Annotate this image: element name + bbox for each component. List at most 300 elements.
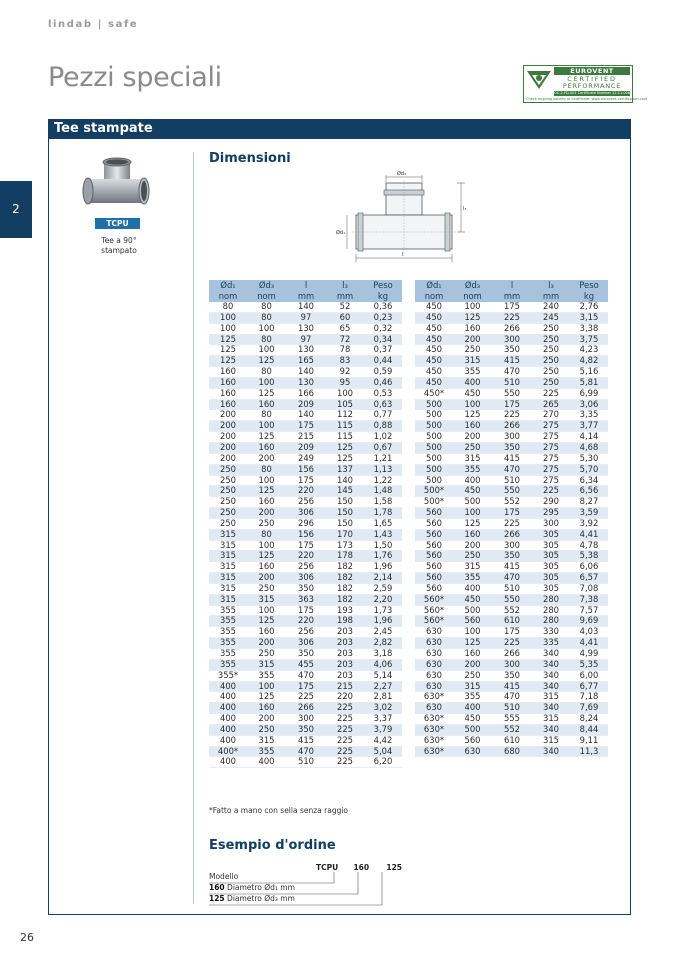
table-row xyxy=(209,746,402,757)
table-cell: 256 xyxy=(286,627,326,638)
order-model-row xyxy=(209,872,238,882)
table-cell: 552 xyxy=(492,497,532,508)
table-cell: 305 xyxy=(532,529,570,540)
table-cell: 4,23 xyxy=(570,345,608,356)
table-cell: 2,81 xyxy=(364,692,402,703)
table-cell: 200 xyxy=(247,638,286,649)
table-cell: 4,03 xyxy=(570,627,608,638)
table-cell: 5,14 xyxy=(364,670,402,681)
table-row xyxy=(209,432,402,443)
table-row xyxy=(209,714,402,725)
table-cell: 0,32 xyxy=(364,323,402,334)
order-code-model: TCPU xyxy=(316,863,339,872)
table-cell: 470 xyxy=(492,692,532,703)
dimensions-table-left xyxy=(209,280,402,768)
table-cell: 450 xyxy=(415,302,453,312)
order-example-title: Esempio d'ordine xyxy=(209,838,336,853)
table-cell: 355 xyxy=(209,616,247,627)
table-cell: 160 xyxy=(247,703,286,714)
col-header-od3: Ød₃ xyxy=(247,280,286,291)
table-cell: 266 xyxy=(286,703,326,714)
table-cell: 6,06 xyxy=(570,562,608,573)
table-cell: 115 xyxy=(326,421,364,432)
table-cell: 3,59 xyxy=(570,508,608,519)
table-cell: 9,69 xyxy=(570,616,608,627)
table-cell: 510 xyxy=(286,757,326,768)
table-cell: 305 xyxy=(532,562,570,573)
table-cell: 1,02 xyxy=(364,432,402,443)
table-cell: 1,76 xyxy=(364,551,402,562)
table-cell: 175 xyxy=(286,421,326,432)
table-cell: 100 xyxy=(247,540,286,551)
table-row xyxy=(415,670,608,681)
table-cell: 95 xyxy=(326,377,364,388)
table-cell: 83 xyxy=(326,356,364,367)
table-row xyxy=(415,334,608,345)
table-cell: 6,20 xyxy=(364,757,402,768)
table-cell: 225 xyxy=(532,388,570,399)
table-cell: 400 xyxy=(209,692,247,703)
table-cell: 220 xyxy=(286,551,326,562)
table-row xyxy=(209,605,402,616)
table-cell: 500 xyxy=(415,442,453,453)
table-cell: 355* xyxy=(209,670,247,681)
table-cell: 200 xyxy=(453,432,492,443)
table-row xyxy=(209,703,402,714)
table-cell: 0,37 xyxy=(364,345,402,356)
table-cell: 9,11 xyxy=(570,735,608,746)
table-cell: 250 xyxy=(453,670,492,681)
table-row xyxy=(415,692,608,703)
table-cell: 7,38 xyxy=(570,594,608,605)
table-cell: 315 xyxy=(209,573,247,584)
table-cell: 340 xyxy=(532,670,570,681)
table-cell: 4,78 xyxy=(570,540,608,551)
table-row xyxy=(415,497,608,508)
table-cell: 450 xyxy=(415,356,453,367)
table-row xyxy=(415,551,608,562)
order-d3-row xyxy=(209,894,295,904)
table-cell: 5,16 xyxy=(570,367,608,378)
table-row xyxy=(209,334,402,345)
table-cell: 350 xyxy=(492,345,532,356)
table-cell: 630 xyxy=(415,649,453,660)
table-cell: 72 xyxy=(326,334,364,345)
table-cell: 4,41 xyxy=(570,638,608,649)
table-cell: 250 xyxy=(247,649,286,660)
table-cell: 1,50 xyxy=(364,540,402,551)
table-cell: 100 xyxy=(453,302,492,312)
table-cell: 2,59 xyxy=(364,583,402,594)
table-cell: 4,99 xyxy=(570,649,608,660)
table-cell: 630 xyxy=(415,659,453,670)
table-cell: 500 xyxy=(415,421,453,432)
page-number: 26 xyxy=(20,931,34,944)
table-cell: 340 xyxy=(532,659,570,670)
table-cell: 250 xyxy=(532,323,570,334)
table-row xyxy=(209,442,402,453)
table-row xyxy=(209,670,402,681)
table-cell: 350 xyxy=(492,670,532,681)
table-cell: 4,82 xyxy=(570,356,608,367)
table-cell: 125 xyxy=(453,518,492,529)
unit-od1: nom xyxy=(415,291,453,302)
table-row xyxy=(415,649,608,660)
table-cell: 160 xyxy=(209,399,247,410)
table-row xyxy=(209,638,402,649)
table-cell: 470 xyxy=(286,746,326,757)
table-cell: 80 xyxy=(209,302,247,312)
table-cell: 560* xyxy=(415,605,453,616)
table-cell: 165 xyxy=(286,356,326,367)
table-cell: 203 xyxy=(326,659,364,670)
order-d1-label: Diametro Ød₁ mm xyxy=(227,883,295,892)
table-cell: 200 xyxy=(209,410,247,421)
table-row xyxy=(415,302,608,312)
table-row xyxy=(415,714,608,725)
table-cell: 450 xyxy=(415,312,453,323)
table-cell: 209 xyxy=(286,442,326,453)
table-cell: 266 xyxy=(492,529,532,540)
table-cell: 400 xyxy=(453,377,492,388)
table-cell: 200 xyxy=(247,714,286,725)
table-cell: 130 xyxy=(286,323,326,334)
table-cell: 178 xyxy=(326,551,364,562)
table-cell: 300 xyxy=(492,334,532,345)
table-cell: 510 xyxy=(492,703,532,714)
cert-line-1: EUROVENT xyxy=(554,67,630,75)
order-code-d3: 125 xyxy=(386,863,403,872)
table-row xyxy=(415,724,608,735)
diagram-label-od1: Ød₁ xyxy=(336,230,346,236)
table-row xyxy=(209,453,402,464)
table-cell: 175 xyxy=(492,508,532,519)
table-cell: 215 xyxy=(286,432,326,443)
table-cell: 340 xyxy=(532,649,570,660)
table-cell: 250 xyxy=(532,377,570,388)
table-cell: 125 xyxy=(247,692,286,703)
table-cell: 0,63 xyxy=(364,399,402,410)
table-cell: 130 xyxy=(286,345,326,356)
table-cell: 350 xyxy=(492,551,532,562)
table-cell: 160 xyxy=(453,421,492,432)
table-cell: 125 xyxy=(326,442,364,453)
table-cell: 1,96 xyxy=(364,562,402,573)
table-cell: 225 xyxy=(492,410,532,421)
table-cell: 3,92 xyxy=(570,518,608,529)
table-cell: 220 xyxy=(326,692,364,703)
table-cell: 510 xyxy=(492,583,532,594)
table-row xyxy=(209,475,402,486)
table-cell: 560* xyxy=(415,594,453,605)
table-cell: 550 xyxy=(492,594,532,605)
table-cell: 182 xyxy=(326,562,364,573)
table-header-row xyxy=(209,280,402,291)
table-cell: 250 xyxy=(532,367,570,378)
table-cell: 266 xyxy=(492,649,532,660)
table-cell: 100 xyxy=(247,345,286,356)
table-row xyxy=(415,508,608,519)
table-cell: 1,96 xyxy=(364,616,402,627)
table-cell: 160 xyxy=(209,367,247,378)
table-row xyxy=(415,562,608,573)
table-row xyxy=(415,356,608,367)
table-cell: 8,24 xyxy=(570,714,608,725)
table-cell: 500 xyxy=(415,464,453,475)
table-cell: 355 xyxy=(209,659,247,670)
table-cell: 100 xyxy=(247,421,286,432)
table-cell: 400 xyxy=(209,703,247,714)
order-d1-row xyxy=(209,883,295,893)
table-row xyxy=(415,573,608,584)
table-row xyxy=(209,627,402,638)
table-cell: 7,18 xyxy=(570,692,608,703)
table-row xyxy=(415,627,608,638)
page-title: Pezzi speciali xyxy=(48,62,222,93)
unit-l3: mm xyxy=(326,291,364,302)
table-cell: 100 xyxy=(453,627,492,638)
table-cell: 500* xyxy=(415,497,453,508)
table-cell: 256 xyxy=(286,497,326,508)
table-cell: 1,48 xyxy=(364,486,402,497)
table-cell: 6,99 xyxy=(570,388,608,399)
table-cell: 1,22 xyxy=(364,475,402,486)
table-cell: 200 xyxy=(247,453,286,464)
unit-l: mm xyxy=(492,291,532,302)
table-cell: 100 xyxy=(247,681,286,692)
table-cell: 400 xyxy=(453,583,492,594)
table-cell: 275 xyxy=(532,475,570,486)
table-cell: 4,41 xyxy=(570,529,608,540)
table-cell: 97 xyxy=(286,334,326,345)
table-cell: 160 xyxy=(209,388,247,399)
table-cell: 0,36 xyxy=(364,302,402,312)
table-cell: 225 xyxy=(326,757,364,768)
table-cell: 80 xyxy=(247,312,286,323)
table-cell: 2,14 xyxy=(364,573,402,584)
table-cell: 450 xyxy=(453,388,492,399)
table-cell: 295 xyxy=(532,508,570,519)
diagram-label-l3: l₃ xyxy=(463,206,467,212)
table-cell: 610 xyxy=(492,735,532,746)
table-cell: 315 xyxy=(247,735,286,746)
table-cell: 125 xyxy=(247,356,286,367)
table-cell: 5,81 xyxy=(570,377,608,388)
table-cell: 315 xyxy=(453,562,492,573)
unit-od1: nom xyxy=(209,291,247,302)
table-row xyxy=(415,746,608,757)
table-cell: 6,34 xyxy=(570,475,608,486)
unit-weight: kg xyxy=(364,291,402,302)
table-cell: 80 xyxy=(247,367,286,378)
table-cell: 100 xyxy=(209,323,247,334)
table-row xyxy=(415,486,608,497)
table-cell: 160 xyxy=(247,399,286,410)
table-cell: 560 xyxy=(415,518,453,529)
table-cell: 315 xyxy=(247,594,286,605)
table-cell: 209 xyxy=(286,399,326,410)
table-cell: 250 xyxy=(532,334,570,345)
table-cell: 105 xyxy=(326,399,364,410)
table-cell: 400 xyxy=(453,475,492,486)
order-d1-value: 160 xyxy=(209,883,225,892)
table-cell: 250 xyxy=(532,345,570,356)
table-cell: 5,70 xyxy=(570,464,608,475)
table-row xyxy=(209,551,402,562)
table-cell: 140 xyxy=(286,367,326,378)
table-cell: 275 xyxy=(532,453,570,464)
table-cell: 630 xyxy=(415,670,453,681)
table-cell: 200 xyxy=(453,540,492,551)
table-cell: 160 xyxy=(453,323,492,334)
table-cell: 315 xyxy=(453,356,492,367)
table-cell: 340 xyxy=(532,703,570,714)
table-row xyxy=(415,421,608,432)
table-cell: 125 xyxy=(453,638,492,649)
table-cell: 470 xyxy=(492,367,532,378)
section-header xyxy=(48,119,631,139)
table-cell: 200 xyxy=(247,573,286,584)
table-row xyxy=(209,562,402,573)
table-cell: 266 xyxy=(492,323,532,334)
table-cell: 156 xyxy=(286,464,326,475)
table-cell: 115 xyxy=(326,432,364,443)
table-cell: 200 xyxy=(209,421,247,432)
table-cell: 203 xyxy=(326,670,364,681)
table-cell: 450 xyxy=(415,334,453,345)
table-cell: 305 xyxy=(532,583,570,594)
col-header-od1: Ød₁ xyxy=(415,280,453,291)
table-cell: 415 xyxy=(492,681,532,692)
cert-line-4: OC-2-FD-001 Certificate Number 12.11.006 xyxy=(554,91,630,95)
col-header-l: l xyxy=(492,280,532,291)
table-cell: 355 xyxy=(453,692,492,703)
table-row xyxy=(415,735,608,746)
table-cell: 305 xyxy=(532,551,570,562)
col-header-l: l xyxy=(286,280,326,291)
table-cell: 290 xyxy=(532,497,570,508)
table-row xyxy=(209,681,402,692)
eurovent-certification-logo xyxy=(523,65,648,103)
table-cell: 275 xyxy=(532,442,570,453)
table-cell: 4,42 xyxy=(364,735,402,746)
table-row xyxy=(415,540,608,551)
table-cell: 0,67 xyxy=(364,442,402,453)
table-row xyxy=(209,356,402,367)
table-cell: 200 xyxy=(209,442,247,453)
table-cell: 5,35 xyxy=(570,659,608,670)
table-cell: 630 xyxy=(415,681,453,692)
table-cell: 315 xyxy=(209,551,247,562)
brand-label: lindab | safe xyxy=(48,19,139,30)
table-cell: 355 xyxy=(453,464,492,475)
cert-line-5: Check ongoing validity of certificate: www.eurovent-certification.com xyxy=(526,97,648,101)
table-cell: 137 xyxy=(326,464,364,475)
table-cell: 450 xyxy=(415,345,453,356)
table-cell: 80 xyxy=(247,464,286,475)
table-row xyxy=(415,345,608,356)
table-row xyxy=(209,312,402,323)
table-cell: 3,35 xyxy=(570,410,608,421)
table-row xyxy=(415,453,608,464)
table-cell: 182 xyxy=(326,573,364,584)
table-cell: 250 xyxy=(247,583,286,594)
table-cell: 560* xyxy=(415,616,453,627)
table-cell: 630 xyxy=(415,638,453,649)
table-cell: 80 xyxy=(247,302,286,312)
table-cell: 355 xyxy=(209,638,247,649)
table-cell: 300 xyxy=(492,432,532,443)
table-cell: 560 xyxy=(415,540,453,551)
table-cell: 400 xyxy=(209,724,247,735)
chapter-tab: 2 xyxy=(0,181,32,238)
table-cell: 250 xyxy=(209,508,247,519)
table-cell: 0,23 xyxy=(364,312,402,323)
table-row xyxy=(415,475,608,486)
unit-od3: nom xyxy=(453,291,492,302)
table-cell: 160 xyxy=(453,529,492,540)
table-cell: 555 xyxy=(492,714,532,725)
table-cell: 80 xyxy=(247,334,286,345)
table-cell: 100 xyxy=(247,605,286,616)
table-row xyxy=(415,605,608,616)
table-cell: 250 xyxy=(453,551,492,562)
table-cell: 225 xyxy=(492,638,532,649)
table-cell: 80 xyxy=(247,529,286,540)
section-title: Tee stampate xyxy=(54,121,153,136)
col-header-weight: Peso xyxy=(570,280,608,291)
table-cell: 630* xyxy=(415,735,453,746)
table-cell: 215 xyxy=(326,681,364,692)
col-header-l3: l₃ xyxy=(326,280,364,291)
table-cell: 6,00 xyxy=(570,670,608,681)
table-cell: 400 xyxy=(453,703,492,714)
table-cell: 245 xyxy=(532,312,570,323)
table-cell: 1,43 xyxy=(364,529,402,540)
cert-line-3: PERFORMANCE xyxy=(562,82,622,90)
table-row xyxy=(209,583,402,594)
table-cell: 7,69 xyxy=(570,703,608,714)
table-cell: 100 xyxy=(247,323,286,334)
table-row xyxy=(415,410,608,421)
table-cell: 315 xyxy=(209,583,247,594)
table-cell: 500 xyxy=(453,497,492,508)
table-cell: 11,3 xyxy=(570,746,608,757)
table-cell: 1,13 xyxy=(364,464,402,475)
table-cell: 355 xyxy=(209,649,247,660)
table-cell: 315 xyxy=(532,714,570,725)
unit-od3: nom xyxy=(247,291,286,302)
table-cell: 250 xyxy=(209,475,247,486)
table-cell: 112 xyxy=(326,410,364,421)
table-cell: 250 xyxy=(209,486,247,497)
col-header-od3: Ød₃ xyxy=(453,280,492,291)
table-cell: 2,27 xyxy=(364,681,402,692)
table-cell: 415 xyxy=(492,453,532,464)
table-cell: 500 xyxy=(415,399,453,410)
table-cell: 470 xyxy=(492,464,532,475)
table-cell: 275 xyxy=(532,421,570,432)
table-cell: 560 xyxy=(415,508,453,519)
table-cell: 125 xyxy=(247,388,286,399)
table-cell: 550 xyxy=(492,388,532,399)
table-cell: 60 xyxy=(326,312,364,323)
table-row xyxy=(209,302,402,312)
table-cell: 250 xyxy=(209,464,247,475)
table-cell: 160 xyxy=(453,649,492,660)
table-cell: 315 xyxy=(209,529,247,540)
table-row xyxy=(209,757,402,768)
